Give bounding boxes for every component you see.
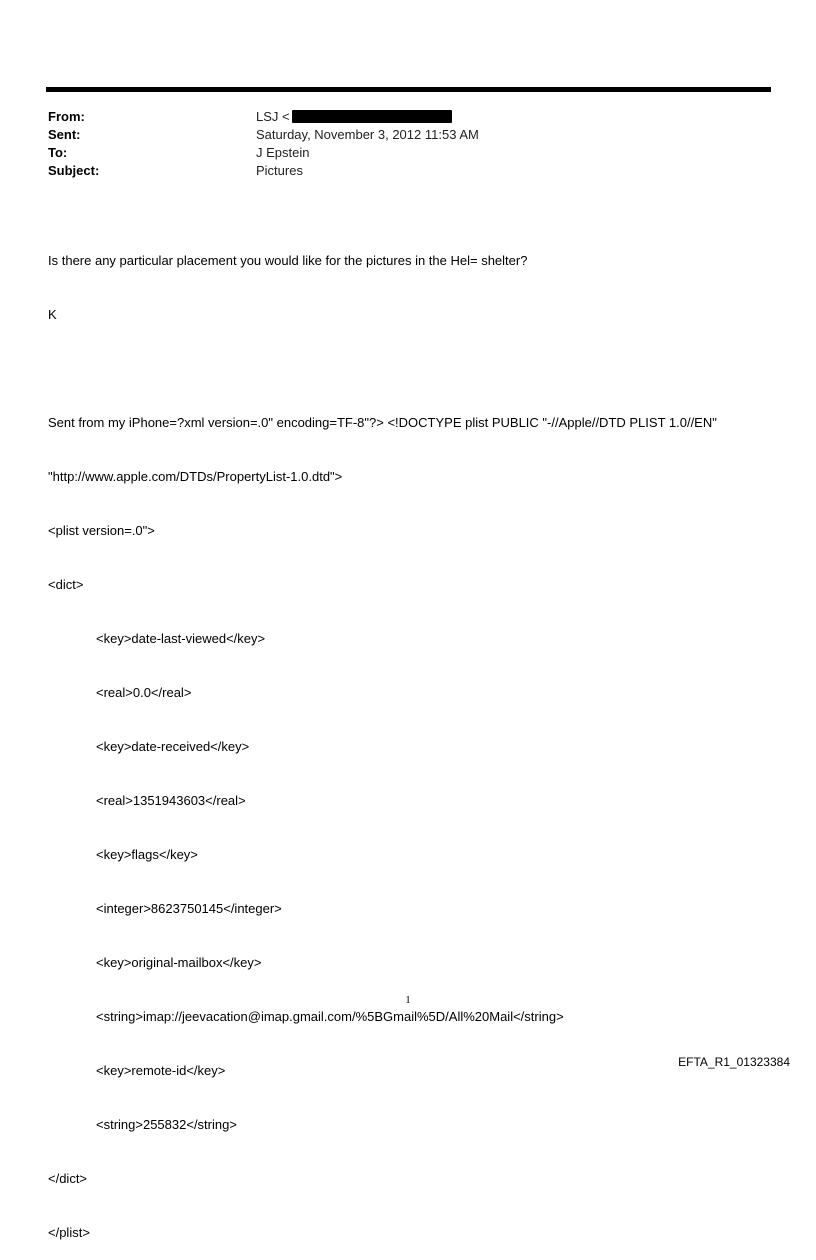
body-line: K xyxy=(48,307,57,322)
subject-value: Pictures xyxy=(256,163,303,178)
to-label: To: xyxy=(48,145,68,160)
dict-line: <real>1351943603</real> xyxy=(96,793,246,808)
subject-label: Subject: xyxy=(48,163,100,178)
blank-line xyxy=(48,360,717,378)
dict-line: <key>date-received</key> xyxy=(96,739,250,754)
dict-line: <key>original-mailbox</key> xyxy=(96,955,262,970)
dict-line: <integer>8623750145</integer> xyxy=(96,901,282,916)
email-body xyxy=(48,216,717,1260)
from-name: LSJ < xyxy=(256,109,290,124)
from-label: From: xyxy=(48,109,85,124)
to-row xyxy=(48,144,479,162)
subject-row xyxy=(48,162,479,180)
dict-line: <key>date-last-viewed</key> xyxy=(96,631,266,646)
body-line: Is there any particular placement you would like for the pictures in the Hel= shelter? xyxy=(48,253,528,268)
from-row xyxy=(48,108,479,126)
from-value xyxy=(256,108,452,126)
body-line: </dict> xyxy=(48,1171,88,1186)
body-line: <dict> xyxy=(48,577,84,592)
sent-row xyxy=(48,126,479,144)
header-rule xyxy=(46,87,771,92)
body-line: "http://www.apple.com/DTDs/PropertyList-1.0.dtd"> xyxy=(48,469,343,484)
dict-line: <key>remote-id</key> xyxy=(96,1063,226,1078)
body-line: <plist version=.0"> xyxy=(48,523,155,538)
body-line: </plist> xyxy=(48,1225,90,1240)
dict-line: <real>0.0</real> xyxy=(96,685,192,700)
redaction-box xyxy=(292,110,452,123)
document-id: EFTA_R1_01323384 xyxy=(678,1055,790,1069)
to-value: J Epstein xyxy=(256,145,310,160)
sent-label: Sent: xyxy=(48,127,81,142)
dict-line: <key>flags</key> xyxy=(96,847,198,862)
sent-value: Saturday, November 3, 2012 11:53 AM xyxy=(256,127,479,142)
dict-line: <string>imap://jeevacation@imap.gmail.com/%5BGmail%5D/All%20Mail</string> xyxy=(96,1009,564,1024)
dict-line: <string>255832</string> xyxy=(96,1117,237,1132)
page-number: 1 xyxy=(405,994,411,1006)
body-line: Sent from my iPhone=?xml version=.0" encoding=TF-8"?> <!DOCTYPE plist PUBLIC "-//Apple//DTD PLIST 1.0//EN" xyxy=(48,415,717,430)
email-header xyxy=(48,108,479,180)
